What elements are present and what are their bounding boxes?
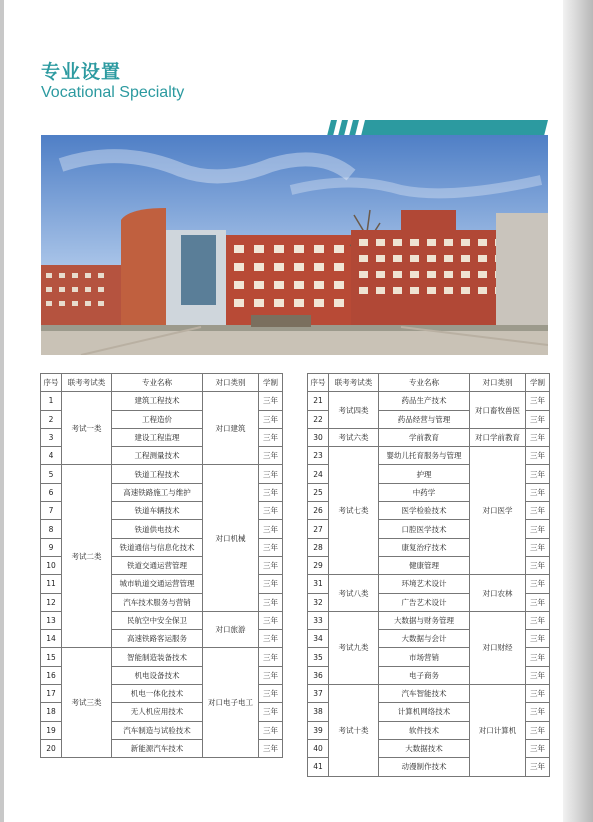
table-row — [308, 447, 550, 465]
matching-category-cell: 对口旅游 — [203, 611, 259, 648]
duration-cell: 三年 — [259, 392, 283, 410]
duration-cell: 三年 — [259, 593, 283, 611]
row-number: 26 — [308, 502, 329, 520]
row-number: 5 — [41, 465, 62, 483]
exam-category-cell: 考试九类 — [329, 611, 379, 684]
row-number: 8 — [41, 520, 62, 538]
duration-cell: 三年 — [259, 666, 283, 684]
row-number: 29 — [308, 556, 329, 574]
matching-category-cell: 对口机械 — [203, 465, 259, 611]
row-number: 30 — [308, 428, 329, 446]
major-name-cell: 铁道供电技术 — [112, 520, 203, 538]
page-title: 专业设置 — [41, 61, 122, 83]
row-number: 38 — [308, 703, 329, 721]
matching-category-cell: 对口财经 — [470, 611, 526, 684]
row-number: 41 — [308, 758, 329, 776]
row-number: 23 — [308, 447, 329, 465]
exam-category-cell: 考试三类 — [62, 648, 112, 758]
duration-cell: 三年 — [526, 685, 550, 703]
duration-cell: 三年 — [526, 630, 550, 648]
table-row — [41, 648, 283, 666]
table-row — [308, 392, 550, 410]
duration-cell: 三年 — [526, 502, 550, 520]
duration-cell: 三年 — [259, 410, 283, 428]
row-number: 37 — [308, 685, 329, 703]
major-name-cell: 广告艺术设计 — [379, 593, 470, 611]
duration-cell: 三年 — [259, 648, 283, 666]
major-name-cell: 市场营销 — [379, 648, 470, 666]
table-header-row — [41, 374, 283, 392]
row-number: 33 — [308, 611, 329, 629]
matching-category-cell: 对口计算机 — [470, 685, 526, 776]
duration-cell: 三年 — [526, 538, 550, 556]
header-major-name: 专业名称 — [112, 374, 203, 392]
row-number: 36 — [308, 666, 329, 684]
row-number: 9 — [41, 538, 62, 556]
row-number: 17 — [41, 685, 62, 703]
duration-cell: 三年 — [259, 630, 283, 648]
row-number: 14 — [41, 630, 62, 648]
duration-cell: 三年 — [259, 685, 283, 703]
duration-cell: 三年 — [526, 758, 550, 776]
page-curl-shadow — [563, 0, 593, 822]
row-number: 2 — [41, 410, 62, 428]
row-number: 7 — [41, 502, 62, 520]
row-number: 24 — [308, 465, 329, 483]
duration-cell: 三年 — [526, 666, 550, 684]
row-number: 10 — [41, 556, 62, 574]
duration-cell: 三年 — [526, 465, 550, 483]
major-name-cell: 药品生产技术 — [379, 392, 470, 410]
major-name-cell: 口腔医学技术 — [379, 520, 470, 538]
header-exam-category: 联考考试类 — [329, 374, 379, 392]
exam-category-cell: 考试二类 — [62, 465, 112, 648]
major-name-cell: 铁道通信与信息化技术 — [112, 538, 203, 556]
row-number: 20 — [41, 739, 62, 757]
major-name-cell: 建设工程监理 — [112, 428, 203, 446]
row-number: 34 — [308, 630, 329, 648]
exam-category-cell: 考试八类 — [329, 575, 379, 612]
major-name-cell: 机电设备技术 — [112, 666, 203, 684]
header-major-name: 专业名称 — [379, 374, 470, 392]
duration-cell: 三年 — [259, 465, 283, 483]
exam-category-cell: 考试六类 — [329, 428, 379, 446]
duration-cell: 三年 — [259, 721, 283, 739]
duration-cell: 三年 — [526, 556, 550, 574]
major-name-cell: 铁道工程技术 — [112, 465, 203, 483]
row-number: 4 — [41, 447, 62, 465]
major-name-cell: 高速铁路施工与维护 — [112, 483, 203, 501]
table-row — [41, 465, 283, 483]
specialty-table-left — [40, 373, 283, 758]
duration-cell: 三年 — [259, 428, 283, 446]
major-name-cell: 婴幼儿托育服务与管理 — [379, 447, 470, 465]
major-name-cell: 铁道车辆技术 — [112, 502, 203, 520]
header-matching-category: 对口类别 — [203, 374, 259, 392]
duration-cell: 三年 — [526, 483, 550, 501]
header-duration: 学制 — [259, 374, 283, 392]
duration-cell: 三年 — [526, 575, 550, 593]
matching-category-cell: 对口学前教育 — [470, 428, 526, 446]
duration-cell: 三年 — [526, 392, 550, 410]
matching-category-cell: 对口农林 — [470, 575, 526, 612]
row-number: 15 — [41, 648, 62, 666]
row-number: 25 — [308, 483, 329, 501]
major-name-cell: 机电一体化技术 — [112, 685, 203, 703]
page-subtitle: Vocational Specialty — [41, 84, 185, 101]
duration-cell: 三年 — [259, 538, 283, 556]
duration-cell: 三年 — [526, 721, 550, 739]
duration-cell: 三年 — [259, 520, 283, 538]
major-name-cell: 环境艺术设计 — [379, 575, 470, 593]
header-exam-category: 联考考试类 — [62, 374, 112, 392]
duration-cell: 三年 — [526, 739, 550, 757]
duration-cell: 三年 — [526, 703, 550, 721]
row-number: 11 — [41, 575, 62, 593]
row-number: 22 — [308, 410, 329, 428]
major-name-cell: 汽车智能技术 — [379, 685, 470, 703]
major-name-cell: 大数据技术 — [379, 739, 470, 757]
major-name-cell: 工程测量技术 — [112, 447, 203, 465]
major-name-cell: 大数据与会计 — [379, 630, 470, 648]
row-number: 39 — [308, 721, 329, 739]
header-matching-category: 对口类别 — [470, 374, 526, 392]
exam-category-cell: 考试七类 — [329, 447, 379, 575]
major-name-cell: 城市轨道交通运营管理 — [112, 575, 203, 593]
row-number: 12 — [41, 593, 62, 611]
duration-cell: 三年 — [526, 648, 550, 666]
major-name-cell: 新能源汽车技术 — [112, 739, 203, 757]
matching-category-cell: 对口畜牧兽医 — [470, 392, 526, 429]
row-number: 21 — [308, 392, 329, 410]
table-row — [308, 611, 550, 629]
major-name-cell: 大数据与财务管理 — [379, 611, 470, 629]
duration-cell: 三年 — [259, 556, 283, 574]
duration-cell: 三年 — [526, 611, 550, 629]
duration-cell: 三年 — [526, 447, 550, 465]
duration-cell: 三年 — [259, 611, 283, 629]
major-name-cell: 民航空中安全保卫 — [112, 611, 203, 629]
major-name-cell: 智能制造装备技术 — [112, 648, 203, 666]
major-name-cell: 健康管理 — [379, 556, 470, 574]
row-number: 19 — [41, 721, 62, 739]
campus-building-photo — [41, 135, 548, 355]
row-number: 13 — [41, 611, 62, 629]
row-number: 18 — [41, 703, 62, 721]
table-row — [41, 392, 283, 410]
page-spine — [0, 0, 4, 822]
row-number: 16 — [41, 666, 62, 684]
specialty-table-right — [307, 373, 550, 777]
duration-cell: 三年 — [526, 428, 550, 446]
major-name-cell: 医学检验技术 — [379, 502, 470, 520]
major-name-cell: 高速铁路客运服务 — [112, 630, 203, 648]
row-number: 32 — [308, 593, 329, 611]
major-name-cell: 工程造价 — [112, 410, 203, 428]
row-number: 28 — [308, 538, 329, 556]
major-name-cell: 动漫制作技术 — [379, 758, 470, 776]
header-number: 序号 — [41, 374, 62, 392]
major-name-cell: 汽车制造与试验技术 — [112, 721, 203, 739]
header-duration: 学制 — [526, 374, 550, 392]
major-name-cell: 学前教育 — [379, 428, 470, 446]
duration-cell: 三年 — [259, 575, 283, 593]
table-row — [308, 428, 550, 446]
major-name-cell: 软件技术 — [379, 721, 470, 739]
duration-cell: 三年 — [259, 502, 283, 520]
major-name-cell: 汽车技术服务与营销 — [112, 593, 203, 611]
table-row — [308, 575, 550, 593]
header-number: 序号 — [308, 374, 329, 392]
row-number: 35 — [308, 648, 329, 666]
table-row — [308, 685, 550, 703]
major-name-cell: 康复治疗技术 — [379, 538, 470, 556]
major-name-cell: 计算机网络技术 — [379, 703, 470, 721]
major-name-cell: 建筑工程技术 — [112, 392, 203, 410]
row-number: 27 — [308, 520, 329, 538]
major-name-cell: 铁道交通运营管理 — [112, 556, 203, 574]
matching-category-cell: 对口医学 — [470, 447, 526, 575]
exam-category-cell: 考试十类 — [329, 685, 379, 776]
row-number: 40 — [308, 739, 329, 757]
major-name-cell: 电子商务 — [379, 666, 470, 684]
duration-cell: 三年 — [526, 410, 550, 428]
major-name-cell: 中药学 — [379, 483, 470, 501]
duration-cell: 三年 — [526, 520, 550, 538]
row-number: 1 — [41, 392, 62, 410]
exam-category-cell: 考试四类 — [329, 392, 379, 429]
duration-cell: 三年 — [526, 593, 550, 611]
matching-category-cell: 对口电子电工 — [203, 648, 259, 758]
table-header-row — [308, 374, 550, 392]
duration-cell: 三年 — [259, 739, 283, 757]
matching-category-cell: 对口建筑 — [203, 392, 259, 465]
duration-cell: 三年 — [259, 703, 283, 721]
exam-category-cell: 考试一类 — [62, 392, 112, 465]
row-number: 6 — [41, 483, 62, 501]
major-name-cell: 药品经营与管理 — [379, 410, 470, 428]
duration-cell: 三年 — [259, 447, 283, 465]
major-name-cell: 护理 — [379, 465, 470, 483]
row-number: 31 — [308, 575, 329, 593]
row-number: 3 — [41, 428, 62, 446]
duration-cell: 三年 — [259, 483, 283, 501]
major-name-cell: 无人机应用技术 — [112, 703, 203, 721]
